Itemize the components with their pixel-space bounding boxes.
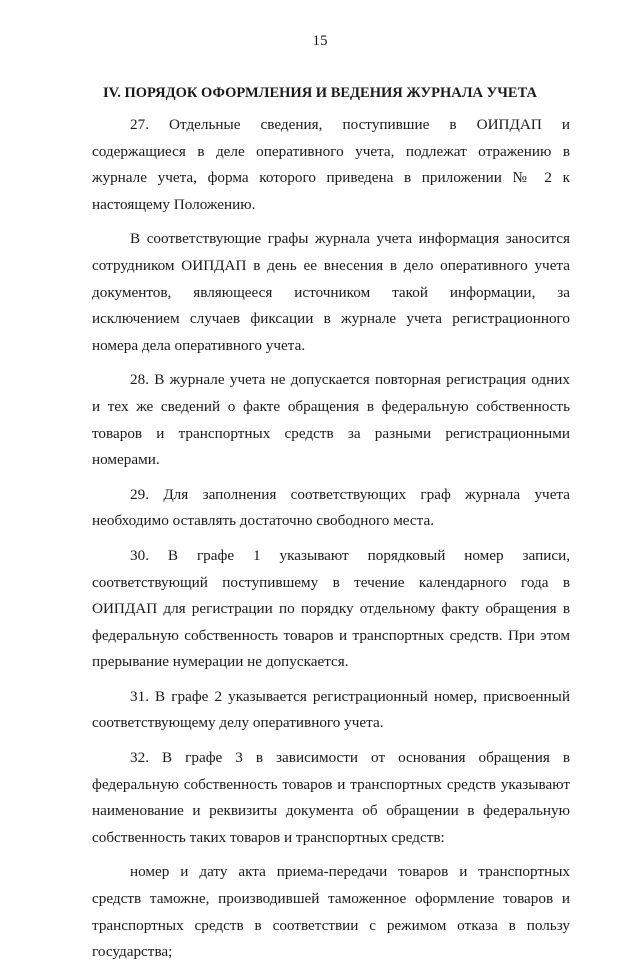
- body-text: [92, 112, 570, 974]
- paragraph-27-continued: В соответствующие графы журнала учета информация заносится сотрудником ОИПДАП в день ее внесения в дело оперативного учета документов, являющееся источником такой информации, за исключением случаев фиксации в журнале учета регистрационного номера дела оперативного учета.: [92, 230, 570, 354]
- page-number: 15: [312, 33, 328, 49]
- paragraph-29: 29. Для заполнения соответствующих граф журнала учета необходимо оставлять достаточно свободного места.: [92, 485, 570, 530]
- paragraph-32: 32. В графе 3 в зависимости от основания обращения в федеральную собственность товаров и транспортных средств указывают наименование и реквизиты документа об обращении в федеральную собственность таких товаров и транспортных средств:: [92, 749, 570, 846]
- paragraph-28: 28. В журнале учета не допускается повторная регистрация одних и тех же сведений о факте обращения в федеральную собственность товаров и транспортных средств за разными регистрационными номерами.: [92, 371, 570, 469]
- paragraph-31: 31. В графе 2 указывается регистрационный номер, присвоенный соответствующему делу оперативного учета.: [92, 687, 570, 732]
- paragraph-30: 30. В графе 1 указывают порядковый номер записи, соответствующий поступившему в течение календарного года в ОИПДАП для регистрации по порядку отдельному факту обращения в федеральную собственность товаров и транспортных средств. При этом прерывание нумерации не допускается.: [92, 546, 570, 671]
- paragraph-27: 27. Отдельные сведения, поступившие в ОИПДАП и содержащиеся в деле оперативного учета, подлежат отражению в журнале учета, форма которого приведена в приложении № 2 к настоящему Положению.: [92, 116, 570, 213]
- section-title: IV. ПОРЯДОК ОФОРМЛЕНИЯ И ВЕДЕНИЯ ЖУРНАЛА УЧЕТА: [102, 85, 538, 101]
- paragraph-32-item: номер и дату акта приема-передачи товаров и транспортных средств таможне, производившей таможенное оформление товаров и транспортных средств в соответствии с режимом отказа в пользу государства;: [92, 863, 570, 961]
